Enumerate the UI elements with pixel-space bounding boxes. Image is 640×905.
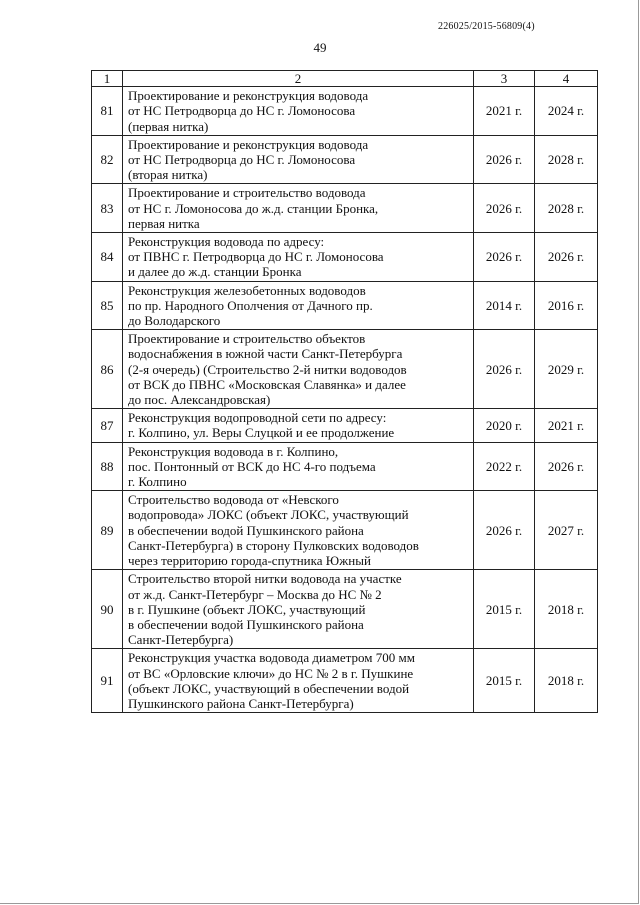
row-end-year: 2029 г. bbox=[535, 330, 598, 409]
row-number: 82 bbox=[92, 135, 123, 184]
row-start-year: 2015 г. bbox=[474, 570, 535, 649]
column-header: 2 bbox=[123, 71, 474, 87]
row-end-year: 2028 г. bbox=[535, 135, 598, 184]
table-row bbox=[92, 281, 598, 330]
row-description: Проектирование и реконструкция водовода от НС Петродворца до НС г. Ломоносова (первая нитка) bbox=[123, 87, 474, 136]
row-number: 90 bbox=[92, 570, 123, 649]
table-row bbox=[92, 491, 598, 570]
row-start-year: 2022 г. bbox=[474, 442, 535, 491]
column-header: 3 bbox=[474, 71, 535, 87]
table-row bbox=[92, 135, 598, 184]
projects-table bbox=[91, 70, 598, 713]
row-number: 89 bbox=[92, 491, 123, 570]
page-number: 49 bbox=[313, 40, 327, 55]
row-end-year: 2024 г. bbox=[535, 87, 598, 136]
row-description: Строительство водовода от «Невского водопровода» ЛОКС (объект ЛОКС, участвующий в обеспечении водой Пушкинского района Санкт-Петербурга) в сторону Пулковских водоводов через территорию города-спутника Южный bbox=[123, 491, 474, 570]
row-end-year: 2018 г. bbox=[535, 649, 598, 713]
row-start-year: 2020 г. bbox=[474, 409, 535, 442]
row-description: Проектирование и реконструкция водовода от НС Петродворца до НС г. Ломоносова (вторая нитка) bbox=[123, 135, 474, 184]
document-id: 226025/2015-56809(4) bbox=[438, 21, 535, 32]
row-description: Проектирование и строительство объектов водоснабжения в южной части Санкт-Петербурга (2-я очередь) (Строительство 2-й нитки водоводов от ВСК до ПВНС «Московская Славянка» и далее до пос. Александровская) bbox=[123, 330, 474, 409]
row-number: 86 bbox=[92, 330, 123, 409]
row-start-year: 2015 г. bbox=[474, 649, 535, 713]
row-start-year: 2026 г. bbox=[474, 330, 535, 409]
table-row bbox=[92, 87, 598, 136]
row-number: 83 bbox=[92, 184, 123, 233]
row-number: 87 bbox=[92, 409, 123, 442]
row-description: Реконструкция водопроводной сети по адресу: г. Колпино, ул. Веры Слуцкой и ее продолжение bbox=[123, 409, 474, 442]
row-start-year: 2026 г. bbox=[474, 184, 535, 233]
row-description: Реконструкция водовода по адресу: от ПВНС г. Петродворца до НС г. Ломоносова и далее до ж.д. станции Бронка bbox=[123, 233, 474, 282]
row-end-year: 2027 г. bbox=[535, 491, 598, 570]
row-number: 91 bbox=[92, 649, 123, 713]
row-start-year: 2026 г. bbox=[474, 233, 535, 282]
table-row bbox=[92, 442, 598, 491]
row-end-year: 2021 г. bbox=[535, 409, 598, 442]
row-number: 81 bbox=[92, 87, 123, 136]
row-start-year: 2026 г. bbox=[474, 135, 535, 184]
row-description: Проектирование и строительство водовода от НС г. Ломоносова до ж.д. станции Бронка, первая нитка bbox=[123, 184, 474, 233]
row-description: Реконструкция водовода в г. Колпино, пос. Понтонный от ВСК до НС 4-го подъема г. Колпино bbox=[123, 442, 474, 491]
table-row bbox=[92, 649, 598, 713]
column-header: 1 bbox=[92, 71, 123, 87]
table-row bbox=[92, 409, 598, 442]
row-number: 88 bbox=[92, 442, 123, 491]
row-number: 84 bbox=[92, 233, 123, 282]
row-start-year: 2026 г. bbox=[474, 491, 535, 570]
row-description: Строительство второй нитки водовода на участке от ж.д. Санкт-Петербург – Москва до НС № 2 в г. Пушкине (объект ЛОКС, участвующий в обеспечении водой Пушкинского района Санкт-Петербурга) bbox=[123, 570, 474, 649]
row-end-year: 2026 г. bbox=[535, 233, 598, 282]
row-description: Реконструкция участка водовода диаметром 700 мм от ВС «Орловские ключи» до НС № 2 в г. Пушкине (объект ЛОКС, участвующий в обеспечении водой Пушкинского района Санкт-Петербурга) bbox=[123, 649, 474, 713]
row-end-year: 2018 г. bbox=[535, 570, 598, 649]
row-start-year: 2014 г. bbox=[474, 281, 535, 330]
row-end-year: 2026 г. bbox=[535, 442, 598, 491]
column-header: 4 bbox=[535, 71, 598, 87]
table-header-row bbox=[92, 71, 598, 87]
row-end-year: 2028 г. bbox=[535, 184, 598, 233]
table-row bbox=[92, 233, 598, 282]
table-row bbox=[92, 330, 598, 409]
row-start-year: 2021 г. bbox=[474, 87, 535, 136]
table-row bbox=[92, 184, 598, 233]
table-row bbox=[92, 570, 598, 649]
row-end-year: 2016 г. bbox=[535, 281, 598, 330]
row-number: 85 bbox=[92, 281, 123, 330]
row-description: Реконструкция железобетонных водоводов по пр. Народного Ополчения от Дачного пр. до Володарского bbox=[123, 281, 474, 330]
